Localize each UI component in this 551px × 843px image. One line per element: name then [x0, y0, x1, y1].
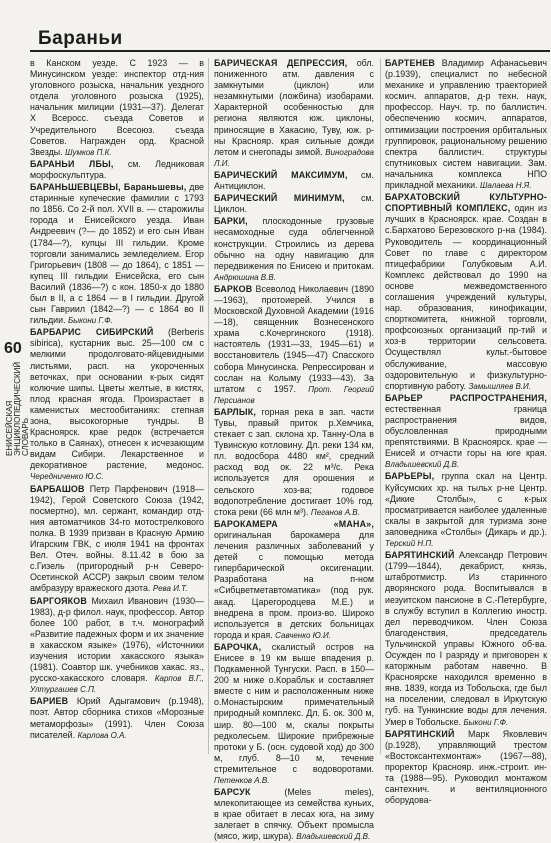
- entry-headword: БАРБАРИС СИБИРСКИЙ: [30, 327, 154, 338]
- entry-text: горная река в зап. части Тувы, правый приток р.Хемчика, стекает с зап. склона хр. Танну-Ола в Тувинскую котловину. Дл. реки 134 км, пл. водосбора 4480 км², средний расход вод ок. 22 м³/с. Река используется для орошения и сельского хоз-ва; годовое водопотребление достигает 10% год. стока реки (66 млн м³).: [214, 406, 374, 517]
- dictionary-entry: [30, 182, 204, 326]
- entry-text: (Meles meles), млекопитающее из семейства куньих, в крае обитает в лесах юга, на зиму залегает в спячку. Объект промысла (мясо, жир, шкура).: [214, 787, 374, 842]
- column-2: [214, 58, 375, 842]
- entry-author: Карлова О.А.: [77, 730, 127, 740]
- entry-text: Александр Петрович (1799—1844), декабрист, князь, штабротмистр. Из старинного дворянского рода. Воспитывался в иезуитском пансионе в С.-Петербурге, в службу вступил в Коллегию иностр. дел переводчиком. Член Союза благоденствия, председатель Тульчинской управы Южного об-ва. Осужден по I разряду и приговорен к каторжным работам навечно. В Красноярске находился временно в янв. 1839, когда из Тобольска, где был на поселении, следовал в Иркутскую губ. на Тункинские воды для лечения. Умер в Тобольске.: [385, 550, 547, 727]
- dictionary-entry: [30, 596, 204, 696]
- dictionary-entry: [385, 729, 547, 807]
- entry-author: Виноградова Л.И.: [214, 147, 374, 168]
- entry-author: Карпов В.Г., Ултургашев С.П.: [30, 674, 204, 695]
- entry-text: Владимир Афанасьевич (р.1939), специалист по небесной механике и управлению траекторией космич. аппаратов, д-р техн. наук, профессор. Науч. тр. по баллистич. обеспечению космич. аппаратов, оптимизации построения орбитальных группировок, рациональному решению спектра баллистич. структуры спутниковых систем навигации. Зам. начальника комплекса НПО прикладной механики.: [385, 58, 547, 191]
- entry-text: (Berberis sibirica), кустарник выс. 25—100 см с мелкими продолговато-яйцевидными листьями, расп. на укороченных веточках, при основании к-рых сидят колючие шипы. Цветы желтые, в кистях, плод красная ягода. Произрастает в каменистых местообитаниях: степная зона, высокогорные тундры. В Красноярск. крае редок (встречается только в Саянах), отнесен к исчезающим видам Сибири. Лекарственное и декоративное растение, медонос.: [30, 327, 204, 471]
- entry-text: скалистый остров на Енисее в 19 км выше впадения р. Подкаменной Тунгуски. Расп. в 150—200 м ниже о.Корабльк и составляет вместе с ним и расположенным ниже о.Монастырским примечательный природный комплекс. Дл. Б. ок. 300 м, шир. 80—100 м, скалы покрыты редколесьем. Широкие прибрежные протоки у Б. (осн. судовой ход) до 300 м, глуб. 8—10 м, течение стремительное с водоворотами.: [214, 641, 374, 774]
- entry-headword: БАРЛЫК,: [214, 406, 257, 417]
- entry-text: естественная граница распространения видов, обусловленная природными препятствиями. В Красноярск. крае — Енисей и отчасти горы на юге края.: [385, 403, 547, 459]
- dictionary-entry: [214, 407, 374, 518]
- entry-text: оригинальная барокамера для лечения различных заболеваний у детей с помощью метода гипербарической оксигенации. Разработана на п-ном «Сибцветметавтоматика» (под рук. акад. Царегородцева М.Е.) и внедрена в пром. произ-во. Широко используется в детских больницах города и края.: [214, 529, 374, 640]
- entry-headword: БАРОЧКА,: [214, 641, 262, 652]
- entry-headword: БАРГОЯКОВ: [30, 595, 87, 606]
- entry-headword: БАРКОВ: [214, 283, 253, 294]
- dictionary-entry: [385, 393, 547, 471]
- dictionary-entry: [214, 193, 374, 215]
- side-running-title: ЕНИСЕЙСКАЯ ЭНЦИКЛОПЕДИЧЕСКИЙ СЛОВАРЬ: [5, 361, 30, 456]
- entry-headword: БАРБАШОВ: [30, 483, 85, 494]
- entry-headword: БАРХАТОВСКИЙ КУЛЬТУРНО-СПОРТИВНЫЙ КОМПЛЕКС,: [385, 192, 547, 214]
- entry-headword: БАРСУК: [214, 787, 251, 798]
- entry-headword: БАРЬЕРЫ,: [385, 471, 435, 482]
- entry-author: Рева И.Т.: [152, 584, 188, 594]
- entry-text: группа скал на Центр. Куйсумских хр. на тыльх р-не Центр. «Дикие Столбы», с к-рых просматривается наиболее удаленные скалы в закрытой для туризма зоне заповедника «Столбы» (Дикарь и др.).: [385, 471, 548, 537]
- column-1: [30, 58, 204, 754]
- entry-author: Андрюшина В.В.: [214, 272, 276, 282]
- dictionary-entry: [30, 159, 204, 181]
- entry-author: Шалаева Н.Я.: [479, 181, 532, 191]
- entry-headword: БАРЯТИНСКИЙ: [385, 550, 455, 561]
- page-header: [30, 28, 550, 52]
- dictionary-entry: [214, 58, 374, 169]
- entry-headword: БАРЬЕР РАСПРОСТРАНЕНИЯ,: [385, 392, 547, 403]
- column-divider: [208, 58, 209, 754]
- page-number: 60: [4, 340, 22, 357]
- entry-author: Савченко Ю.И.: [275, 630, 331, 640]
- entry-author: Владышевский Д.В.: [296, 832, 371, 842]
- dictionary-entry: [214, 170, 374, 192]
- dictionary-entry: [385, 550, 547, 728]
- entry-author: Шумков П.К.: [65, 147, 112, 157]
- column-3: [385, 58, 548, 806]
- entry-author: Петенков А.В.: [214, 776, 270, 785]
- dictionary-entry: [214, 284, 374, 406]
- entry-headword: БАРИЧЕСКИЙ МАКСИМУМ,: [214, 169, 348, 180]
- entry-headword: БАРИЕВ: [30, 696, 69, 707]
- entry-headword: БАРТЕНЕВ: [385, 58, 435, 68]
- entry-author: Пеганов А.В.: [310, 507, 360, 517]
- entry-text: см. Антициклон.: [214, 169, 374, 192]
- entry-author: Прот. Георгий Персианов: [214, 384, 375, 405]
- entry-headword: БАРОКАМЕРА «МАНА»,: [214, 518, 374, 529]
- entry-text: Михаил Иванович (1930—1983), д-р филол. наук, профессор. Автор более 100 работ, в т.ч. монографий «Развитие падежных форм и их значение в хакасском языке» (1976), «Источники изучения истории хакасского языка» (1981). Соавтор шк. учебников хакас. яз., русско-хакасского словаря.: [30, 595, 204, 684]
- entry-text: Всеволод Николаевич (1890—1963), протоиерей. Учился в Московской Духовной Академии (1916—18), священник Вознесенского храма с.Кочергинского (1918). настоятель (1931—33, 1945—61) и восстановитель (1945—47) Спасского собора Минусинска. Репрессирован и сослан на Колыму (1933—43). За штатом с 1957.: [214, 283, 374, 394]
- header-rule: [30, 50, 550, 52]
- entry-headword: БАРАНЬИ ЛБЫ,: [30, 158, 114, 169]
- dictionary-entry: [30, 696, 204, 740]
- entry-author: Чередниченко Ю.С.: [30, 472, 104, 482]
- entry-headword: БАРАНЬШЕВЦЕВЫ, Бараньшевы,: [30, 182, 187, 193]
- entry-text: Юрий Адыгамович (р.1948), поэт. Автор сборника стихов «Морозные метаморфозы» (1991). Член Союза писателей.: [30, 696, 204, 740]
- entry-text: обл. пониженного атм. давления с замкнутыми (циклон) или незамкнутыми (ложбина) изобарами. Характерной особенностью для региона являются юж. циклоны, приносящие в Хакасию, Туву, юж. р-ны Краснояр. края сильные дожди летом и снегопады зимой.: [214, 58, 375, 157]
- entry-headword: БАРИЧЕСКАЯ ДЕПРЕССИЯ,: [214, 58, 348, 68]
- entry-text: см. Ледниковая морфоскульптура.: [30, 158, 204, 180]
- entry-text: в Канском уезде. С 1923 — в Минусинском уезде: инспектор отд-ния уголовного розыска, начальник уездного отдела уголовного розыска (1925), начальник милиции (1931—37). Делегат X Всеросс. съезда Советов и Учредительного Всесоюз. съезда Советов. Награжден орд. Красной Звезды.: [30, 58, 204, 157]
- column-divider: [380, 58, 381, 754]
- dictionary-entry: [385, 471, 547, 549]
- side-margin: [2, 340, 30, 460]
- dictionary-entry: [214, 642, 374, 786]
- entry-author: Терский Н.П.: [385, 539, 434, 549]
- dictionary-entry: [30, 58, 204, 158]
- entry-headword: БАРЯТИНСКИЙ: [385, 728, 455, 739]
- entry-headword: БАРИЧЕСКИЙ МИНИМУМ,: [214, 193, 345, 204]
- entry-author: Быкони Г.Ф.: [68, 316, 113, 326]
- entry-text: см. Циклон.: [214, 193, 374, 215]
- entry-author: Владышевский Д.В.: [385, 460, 460, 470]
- dictionary-entry: [385, 192, 547, 392]
- entry-headword: БАРКИ,: [214, 216, 248, 227]
- dictionary-entry: [214, 787, 374, 842]
- entry-text: две старинные купеческие фамилии с 1793 по 1856. Со 2-й пол. XVII в. — старожилы города и Енисейского уезда. Иван Андреевич (?— до 1852) и его сын Иван (1784—?), купцы III гильдии. Кроме торговли занимались земледелием. Егор Григорьевич (1808 — до 1864), с 1851 — купец III гильдии Енисейска, его сын Василий (1836—?) с кон. 1850-х до 1880 был в II, а с 1864 — в I гильдии. Другой сын Гавриил (1842—?) — с 1864 во II гильдии.: [30, 182, 204, 326]
- entry-text: Марк Яковлевич (р.1928), управляющий трестом «Востоксантехмонтаж» (1967—88), проректор Краснояр. инж.-строит. ин-та (1988—95). Руководил монтажом сантехнич. и вентиляционного оборудова-: [385, 728, 547, 806]
- entry-author: Замышляев В.И.: [468, 381, 531, 391]
- entry-text: плоскодонные грузовые несамоходные суда облегченной конструкции. Строились из дерева обычно на одну навигацию для передвижения по Енисею и притокам.: [214, 216, 375, 271]
- entry-text: один из лучших в Красноярск. крае. Создан в с.Бархатово Березовского р-на (1984). Руководитель — координационный Совет по главе с директором птицефабрики Голубковым А.И. Комплекс действовал до 1990 на основе межведомственного соглашения учреждений культуры, нар. образования, кинофикации, спорткомитета, книжной торговли, профсоюзных организаций пр-тий и хоз-в территории сельсовета. Осуществлял культ.-бытовое обслуживание, массовую оздоровительную и физкультурно-спортивную работу.: [385, 203, 548, 391]
- dictionary-entry: [30, 327, 204, 482]
- entry-text: Петр Парфенович (1918—1942), Герой Советского Союза (1942, посмертно), мл. сержант, командир отд-ния автоматчиков 34-го мотострелкового полка. В 1939 призван в Красную Армию Игарским ГВК, с июля 1941 на фронтах Вел. Отеч. войны. 8.11.42 в бою за с.Гизель (пригородный р-н Северо-Осетинской АССР) закрыл своим телом амбразуру вражеского дзота.: [30, 483, 204, 594]
- page-title: Бараньи: [38, 28, 123, 49]
- dictionary-entry: [30, 484, 204, 595]
- dictionary-entry: [214, 519, 374, 641]
- entry-author: Быкони Г.Ф.: [463, 717, 509, 727]
- dictionary-entry: [214, 216, 374, 283]
- dictionary-entry: [385, 58, 547, 191]
